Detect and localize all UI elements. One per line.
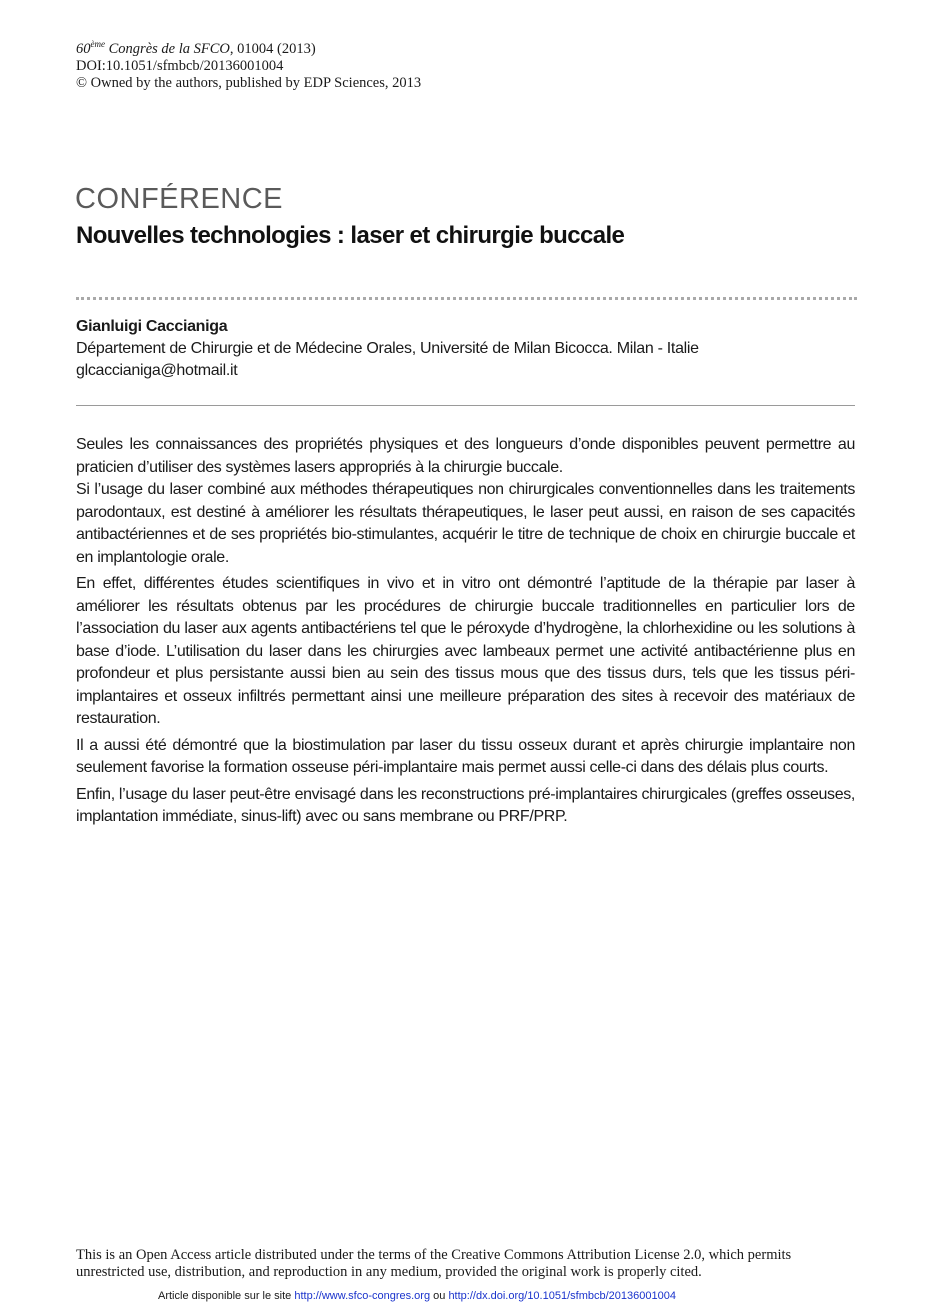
author-affiliation: Département de Chirurgie et de Médecine Orales, Université de Milan Bicocca. Milan - Italie [76, 340, 699, 357]
license-notice: This is an Open Access article distributed under the terms of the Creative Commons Attribution License 2.0, which permits unrestricted use, distribution, and reproduction in any medium, provided the original work is properly cited. [76, 1247, 792, 1280]
paragraph: En effet, différentes études scientifiques in vivo et in vitro ont démontré l’aptitude de la thérapie par laser à améliorer les résultats obtenus par les procédures de chirurgie buccale traditionnelles en particulier lors de l’association du laser aux agents antibactériens tel que le péroxyde d’hydrogène, la chlorhexidine ou les solutions à base d’iode. L’utilisation du laser dans les chirurgies avec lambeaux permet une activité antibactérienne plus en profondeur et plus persistante aussi bien au sein des tissus mous que des tissus durs, tels que les tissus péri-implantaires et osseux infiltrés permettant ainsi une meilleure préparation des sites à recevoir des matériaux de restauration. [76, 575, 855, 727]
journal-citation [76, 36, 421, 58]
journal-sup: ème [90, 39, 105, 49]
site-or: ou [430, 1290, 449, 1302]
doi-line: DOI:10.1051/sfmbcb/20136001004 [76, 57, 284, 74]
site-link[interactable]: http://www.sfco-congres.org [294, 1290, 431, 1302]
section-label: CONFÉRENCE [75, 183, 284, 215]
paragraph: Enfin, l’usage du laser peut-être envisagé dans les reconstructions pré-implantaires chirurgicales (greffes osseuses, implantation immédiate, sinus-lift) avec ou sans membrane ou PRF/PRP. [76, 785, 855, 825]
journal-ref: , 01004 (2013) [229, 40, 316, 57]
author-email: glcaccianiga@hotmail.it [76, 362, 238, 379]
dotted-divider [76, 297, 857, 300]
paragraph: Si l’usage du laser combiné aux méthodes thérapeutiques non chirurgicales conventionnelles dans les traitements parodontaux, est destiné à améliorer les résultats thérapeutiques, le laser peut aussi, en raison de ses capacités antibactériennes et de ses propriétés bio-stimulantes, acquérir le titre de technique de choix en chirurgie buccale et en implantologie orale. [76, 481, 855, 566]
doi-link[interactable]: http://dx.doi.org/10.1051/sfmbcb/20136001004 [448, 1290, 676, 1302]
article-title: Nouvelles technologies : laser et chirurgie buccale [76, 222, 625, 249]
site-prefix: Article disponible sur le site [158, 1290, 295, 1302]
solid-divider [76, 405, 855, 406]
journal-num: 60 [76, 40, 91, 57]
abstract-body [76, 434, 855, 833]
journal-name: Congrès de la SFCO [105, 40, 230, 57]
author-name: Gianluigi Caccianiga [76, 318, 228, 335]
paragraph: Seules les connaissances des propriétés physiques et des longueurs d’onde disponibles peuvent permettre au praticien d’utiliser des systèmes lasers appropriés à la chirurgie buccale. [76, 436, 855, 476]
journal-header [76, 36, 421, 92]
site-line [158, 1290, 676, 1302]
paragraph: Il a aussi été démontré que la biostimulation par laser du tissu osseux durant et après chirurgie implantaire non seulement favorise la formation osseuse péri-implantaire mais permet aussi celle-ci dans des délais plus courts. [76, 736, 855, 776]
copyright-line: © Owned by the authors, published by EDP Sciences, 2013 [76, 74, 422, 91]
author-block [76, 316, 699, 382]
